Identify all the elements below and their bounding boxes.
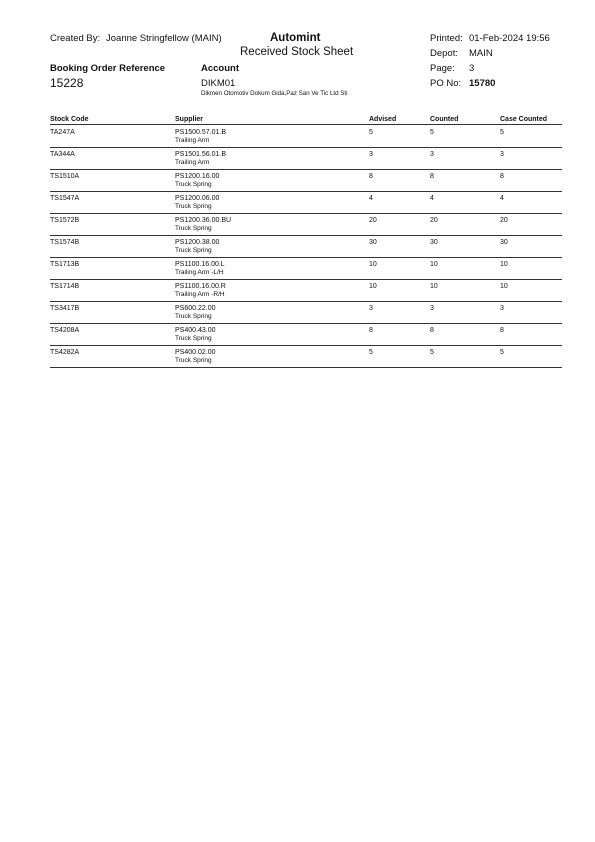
table-row (50, 148, 562, 170)
advised-cell: 3 (369, 305, 373, 312)
booking-order-value: 15228 (50, 76, 84, 90)
stock-code-cell: TA247A (50, 129, 75, 136)
description-cell: Truck Spring (175, 181, 212, 188)
table-row (50, 258, 562, 280)
advised-cell: 30 (369, 239, 377, 246)
col-header-counted: Counted (430, 116, 459, 123)
depot-label: Depot: (430, 48, 458, 59)
table-row (50, 280, 562, 302)
counted-cell: 4 (430, 195, 434, 202)
stock-code-cell: TS1572B (50, 217, 80, 224)
advised-cell: 8 (369, 173, 373, 180)
case-counted-cell: 3 (500, 305, 504, 312)
description-cell: Trailing Arm -R/H (175, 291, 225, 298)
supplier-cell: PS1500.57.01.B (175, 129, 226, 136)
advised-cell: 20 (369, 217, 377, 224)
account-label: Account (201, 63, 239, 74)
table-row (50, 346, 562, 368)
po-value: 15780 (469, 78, 496, 89)
counted-cell: 5 (430, 129, 434, 136)
description-cell: Truck Spring (175, 203, 212, 210)
stock-code-cell: TA344A (50, 151, 75, 158)
supplier-cell: PS1100.16.00.L (175, 261, 225, 268)
page-label: Page: (430, 63, 455, 74)
description-cell: Truck Spring (175, 335, 212, 342)
row-divider (50, 367, 562, 368)
description-cell: Truck Spring (175, 225, 212, 232)
table-row (50, 302, 562, 324)
counted-cell: 10 (430, 283, 438, 290)
page-value: 3 (469, 63, 475, 74)
counted-cell: 20 (430, 217, 438, 224)
supplier-cell: PS400.43.00 (175, 327, 216, 334)
stock-code-cell: TS1547A (50, 195, 80, 202)
supplier-cell: PS1200.06.00 (175, 195, 220, 202)
case-counted-cell: 10 (500, 261, 508, 268)
created-by-value: Joanne Stringfellow (MAIN) (106, 33, 222, 44)
case-counted-cell: 4 (500, 195, 504, 202)
case-counted-cell: 3 (500, 151, 504, 158)
counted-cell: 5 (430, 349, 434, 356)
stock-code-cell: TS1714B (50, 283, 80, 290)
supplier-cell: PS1200.16.00 (175, 173, 220, 180)
advised-cell: 5 (369, 349, 373, 356)
description-cell: Trailing Arm (175, 137, 210, 144)
sheet-title: Received Stock Sheet (240, 46, 354, 58)
supplier-cell: PS400.02.00 (175, 349, 216, 356)
depot-value: MAIN (469, 48, 493, 59)
col-header-supplier: Supplier (175, 116, 204, 123)
table-row (50, 192, 562, 214)
printed-label: Printed: (430, 33, 463, 44)
table-row (50, 324, 562, 346)
table-row (50, 126, 562, 148)
table-row (50, 170, 562, 192)
col-header-case-counted: Case Counted (500, 116, 548, 123)
account-name: Dikmen Otomotiv Dokum Gida,Paz San Ve Tic Ltd Sti (201, 90, 348, 97)
stock-code-cell: TS3417B (50, 305, 80, 312)
booking-order-label: Booking Order Reference (50, 63, 166, 74)
col-header-advised: Advised (369, 116, 397, 123)
stock-code-cell: TS4282A (50, 349, 80, 356)
col-header-stock-code: Stock Code (50, 116, 89, 123)
case-counted-cell: 8 (500, 173, 504, 180)
supplier-cell: PS600.22.00 (175, 305, 216, 312)
stock-code-cell: TS1574B (50, 239, 80, 246)
case-counted-cell: 10 (500, 283, 508, 290)
table-row (50, 236, 562, 258)
created-by-label: Created By: (50, 33, 101, 44)
description-cell: Truck Spring (175, 357, 212, 364)
advised-cell: 10 (369, 261, 377, 268)
supplier-cell: PS1200.38.00 (175, 239, 220, 246)
counted-cell: 3 (430, 151, 434, 158)
stock-code-cell: TS4208A (50, 327, 80, 334)
counted-cell: 30 (430, 239, 438, 246)
table-row (50, 214, 562, 236)
counted-cell: 10 (430, 261, 438, 268)
stock-code-cell: TS1510A (50, 173, 80, 180)
case-counted-cell: 5 (500, 349, 504, 356)
supplier-cell: PS1200.36.00.BU (175, 217, 232, 224)
case-counted-cell: 30 (500, 239, 508, 246)
counted-cell: 8 (430, 327, 434, 334)
advised-cell: 4 (369, 195, 373, 202)
advised-cell: 3 (369, 151, 373, 158)
description-cell: Truck Spring (175, 247, 212, 254)
stock-code-cell: TS1713B (50, 261, 80, 268)
advised-cell: 10 (369, 283, 377, 290)
description-cell: Truck Spring (175, 313, 212, 320)
supplier-cell: PS1100.16.00.R (175, 283, 226, 290)
counted-cell: 8 (430, 173, 434, 180)
printed-value: 01-Feb-2024 19:56 (469, 33, 550, 44)
advised-cell: 5 (369, 129, 373, 136)
case-counted-cell: 8 (500, 327, 504, 334)
description-cell: Trailing Arm -L/H (175, 269, 224, 276)
description-cell: Trailing Arm (175, 159, 210, 166)
supplier-cell: PS1501.56.01.B (175, 151, 226, 158)
po-label: PO No: (430, 78, 462, 89)
header-divider (50, 124, 562, 125)
counted-cell: 3 (430, 305, 434, 312)
company-name: Automint (270, 32, 321, 44)
case-counted-cell: 5 (500, 129, 504, 136)
advised-cell: 8 (369, 327, 373, 334)
case-counted-cell: 20 (500, 217, 508, 224)
account-code: DIKM01 (201, 78, 236, 89)
